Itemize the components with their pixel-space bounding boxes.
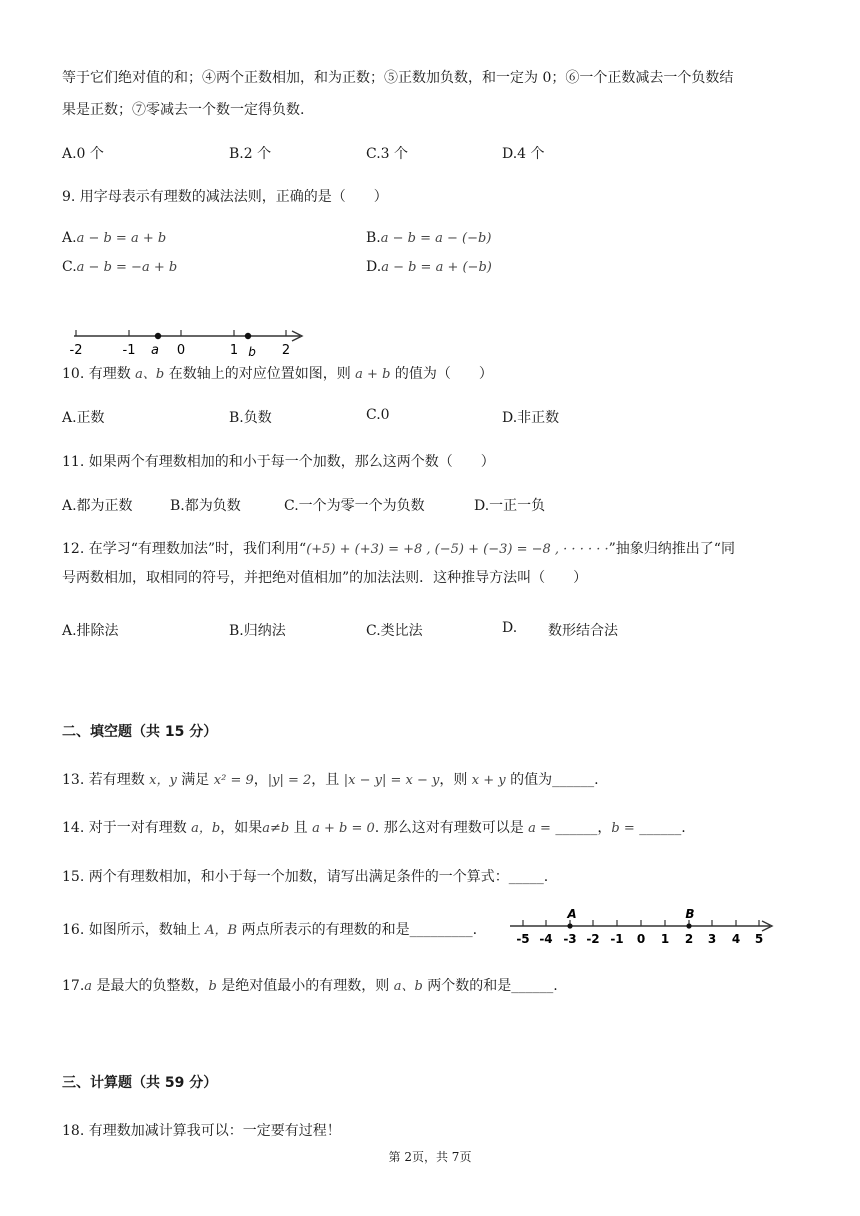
- q10-option-a: A.正数: [62, 410, 105, 426]
- tick-label: -1: [122, 343, 136, 358]
- q12-option-a: A.排除法: [62, 623, 119, 639]
- q16-stem: 16. 如图所示，数轴上 A，B 两点所表示的有理数的和是_________.: [62, 922, 478, 938]
- point-a-label: a: [151, 343, 159, 358]
- page-footer: 第 2页，共 7页: [388, 1150, 472, 1164]
- q10-stem: 10. 有理数 a、b 在数轴上的对应位置如图，则 a + b 的值为（ ）: [62, 366, 493, 382]
- q12-option-c: C.类比法: [366, 623, 423, 639]
- q12-option-d-text: 数形结合法: [548, 623, 618, 639]
- q12-line1: 12. 在学习“有理数加法”时，我们利用“(+5) + (+3) = +8 , (−5) + (−3) = −8 , · · · · · ·”抽象归纳推出了“同: [62, 541, 735, 557]
- point-a-dot: [155, 333, 161, 339]
- q9-option-c: C.a − b = −a + b: [62, 259, 178, 275]
- q12-line2: 号两数相加，取相同的符号，并把绝对值相加”的加法法则．这种推导方法叫（ ）: [62, 570, 588, 586]
- q18-stem: 18. 有理数加减计算我可以：一定要有过程！: [62, 1123, 341, 1139]
- tick-label: 0: [176, 343, 186, 358]
- point-b-label: b: [248, 345, 256, 359]
- q11-option-d: D.一正一负: [474, 498, 546, 514]
- q8-line2: 果是正数；⑦零减去一个数一定得负数.: [62, 102, 305, 118]
- tick-label: -5: [516, 932, 530, 946]
- q8-option-a: A.0 个: [62, 146, 104, 162]
- tick-label: -4: [539, 932, 553, 946]
- q14-stem: 14. 对于一对有理数 a，b，如果a≠b 且 a + b = 0. 那么这对有理数可以是 a = ______，b = ______.: [62, 820, 686, 836]
- q13-stem: 13. 若有理数 x，y 满足 x² = 9，|y| = 2，且 |x − y| = x − y，则 x + y 的值为______.: [62, 772, 599, 788]
- tick-label: 1: [229, 343, 239, 358]
- q17-stem: 17.a 是最大的负整数，b 是绝对值最小的有理数，则 a、b 两个数的和是______.: [62, 978, 558, 994]
- q12-option-b: B.归纳法: [229, 623, 286, 639]
- section2-heading: 二、填空题（共 15 分）: [62, 724, 218, 740]
- tick-label: 5: [754, 932, 764, 946]
- point-B-dot: [686, 923, 691, 928]
- q9-option-b: B.a − b = a − (−b): [366, 230, 492, 246]
- tick-label: 0: [636, 932, 646, 946]
- q8-line1: 等于它们绝对值的和；④两个正数相加，和为正数；⑤正数加负数，和一定为 0；⑥一个正数减去一个负数结: [62, 70, 734, 86]
- tick-label: 1: [660, 932, 670, 946]
- section3-heading: 三、计算题（共 59 分）: [62, 1075, 218, 1091]
- q8-option-b: B.2 个: [229, 146, 272, 162]
- point-A-dot: [567, 923, 572, 928]
- tick-label: 2: [281, 343, 291, 358]
- q15-stem: 15. 两个有理数相加，和小于每一个加数，请写出满足条件的一个算式：_____.: [62, 869, 549, 885]
- tick-label: -2: [69, 343, 83, 358]
- q11-stem: 11. 如果两个有理数相加的和小于每一个加数，那么这两个数（ ）: [62, 454, 495, 470]
- q10-number-line: [62, 322, 312, 360]
- q9-option-a: A.a − b = a + b: [62, 230, 167, 246]
- point-b-dot: [245, 333, 251, 339]
- point-A-label: A: [567, 907, 577, 921]
- q9-stem: 9. 用字母表示有理数的减法法则，正确的是（ ）: [62, 189, 388, 205]
- tick-label: -1: [610, 932, 624, 946]
- q11-option-a: A.都为正数: [62, 498, 133, 514]
- tick-label: 4: [731, 932, 741, 946]
- q9-option-d: D.a − b = a + (−b): [366, 259, 492, 275]
- q10-option-b: B.负数: [229, 410, 272, 426]
- q10-option-d: D.非正数: [502, 410, 560, 426]
- q8-option-d: D.4 个: [502, 146, 545, 162]
- tick-label: 3: [707, 932, 717, 946]
- q16-number-line: [508, 907, 780, 947]
- point-B-label: B: [685, 907, 695, 921]
- tick-label: -3: [563, 932, 577, 946]
- q8-option-c: C.3 个: [366, 146, 409, 162]
- q11-option-b: B.都为负数: [170, 498, 241, 514]
- tick-label: 2: [684, 932, 694, 946]
- q10-option-c: C.0: [366, 407, 390, 423]
- q12-option-d: D.: [502, 620, 518, 636]
- q11-option-c: C.一个为零一个为负数: [284, 498, 425, 514]
- tick-label: -2: [586, 932, 600, 946]
